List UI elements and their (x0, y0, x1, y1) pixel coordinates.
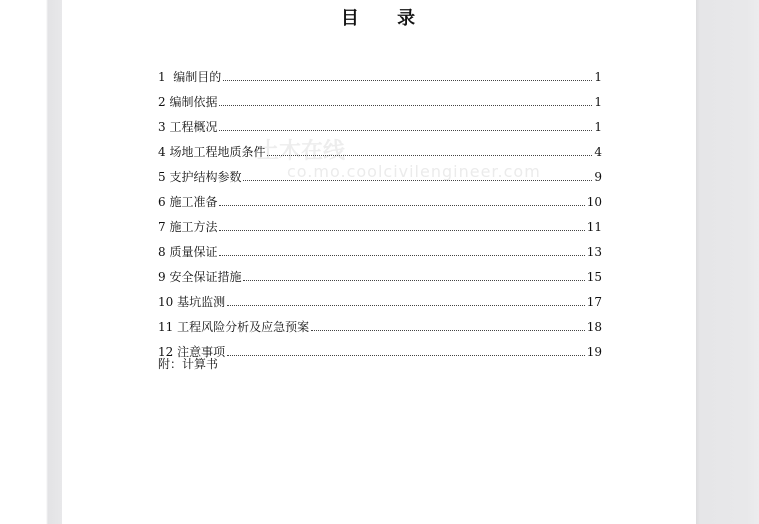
toc-entry[interactable] (158, 109, 602, 134)
toc-entry-page: 13 (586, 245, 602, 259)
watermark-url: co.mo.coolcivilengineer.com (287, 162, 541, 181)
toc-entry[interactable] (158, 259, 602, 284)
toc-entry-label: 安全保证措施 (169, 270, 242, 284)
toc-entry-page: 19 (586, 345, 602, 359)
toc-entry[interactable] (158, 309, 602, 334)
toc-entry-label: 工程风险分析及应急预案 (177, 320, 310, 334)
toc-entry-number: 4 (158, 145, 170, 159)
toc-dot-leader (219, 229, 584, 231)
toc-entry-label: 编制依据 (169, 95, 218, 109)
toc-entry-number: 5 (158, 170, 170, 184)
toc-entry-page: 9 (594, 170, 602, 184)
toc-entry[interactable] (158, 84, 602, 109)
toc-entry-label: 支护结构参数 (169, 170, 242, 184)
toc-entry[interactable] (158, 134, 602, 159)
toc-dot-leader (227, 304, 585, 306)
toc-entry[interactable] (158, 209, 602, 234)
toc-entry-page: 10 (586, 195, 602, 209)
table-of-contents (158, 59, 602, 359)
toc-entry-number: 6 (158, 195, 170, 209)
toc-entry-label: 施工准备 (169, 195, 218, 209)
toc-entry-page: 1 (594, 70, 602, 84)
page-title: 目 录 (340, 8, 432, 29)
toc-dot-leader (219, 104, 592, 106)
toc-entry-label: 施工方法 (169, 220, 218, 234)
toc-entry-number: 10 (158, 295, 178, 309)
toc-dot-leader (219, 204, 584, 206)
toc-entry-number: 3 (158, 120, 170, 134)
left-viewer-gutter (0, 0, 62, 524)
toc-entry-label: 编制目的 (173, 70, 222, 84)
toc-entry-label: 工程概况 (169, 120, 218, 134)
toc-dot-leader (267, 154, 592, 156)
toc-entry-page: 15 (586, 270, 602, 284)
toc-entry-number: 8 (158, 245, 170, 259)
toc-entry-number: 11 (158, 320, 178, 334)
toc-dot-leader (219, 129, 592, 131)
toc-entry-number: 2 (158, 95, 170, 109)
toc-entry-page: 11 (586, 220, 602, 234)
right-viewer-gutter (696, 0, 759, 524)
appendix-note: 附：计算书 (158, 357, 219, 371)
toc-dot-leader (311, 329, 585, 331)
toc-entry[interactable] (158, 184, 602, 209)
toc-dot-leader (223, 79, 592, 81)
toc-entry-page: 1 (594, 120, 602, 134)
toc-entry-label: 注意事项 (177, 345, 226, 359)
toc-entry-page: 18 (586, 320, 602, 334)
toc-entry-label: 质量保证 (169, 245, 218, 259)
toc-entry[interactable] (158, 159, 602, 184)
toc-entry[interactable] (158, 59, 602, 84)
toc-entry-page: 1 (594, 95, 602, 109)
toc-dot-leader (243, 279, 584, 281)
toc-entry-number: 1 (158, 70, 174, 84)
toc-entry-page: 17 (586, 295, 602, 309)
toc-entry[interactable] (158, 334, 602, 359)
toc-dot-leader (243, 179, 592, 181)
toc-entry[interactable] (158, 234, 602, 259)
toc-entry[interactable] (158, 284, 602, 309)
document-page (62, 0, 696, 524)
toc-dot-leader (227, 354, 585, 356)
toc-entry-number: 9 (158, 270, 170, 284)
toc-entry-number: 12 (158, 345, 178, 359)
toc-entry-page: 4 (594, 145, 602, 159)
watermark-logo: 土木在线 (257, 139, 346, 164)
toc-entry-label: 基坑监测 (177, 295, 226, 309)
toc-dot-leader (219, 254, 584, 256)
toc-entry-label: 场地工程地质条件 (169, 145, 266, 159)
toc-entry-number: 7 (158, 220, 170, 234)
